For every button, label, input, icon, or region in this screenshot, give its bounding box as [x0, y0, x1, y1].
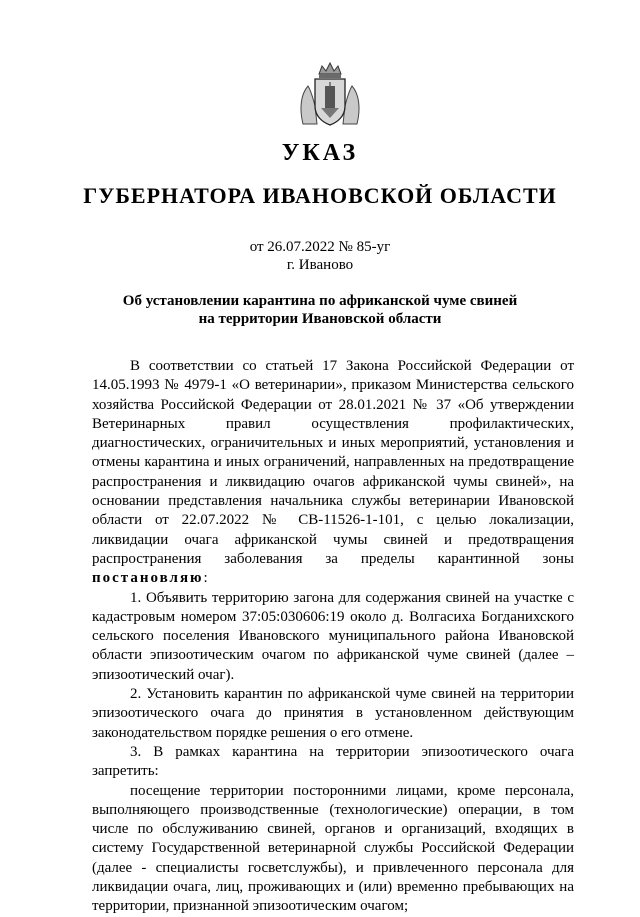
subject-line-2: на территории Ивановской области — [198, 311, 442, 327]
item-3: 3. В рамках карантина на территории эпизоотического очага запретить: — [92, 743, 574, 780]
city: г. Иваново — [286, 257, 354, 273]
intro-text: В соответствии со статьей 17 Закона Российской Федерации от 14.05.1993 № 4979-1 «О ветеринарии», приказом Министерства сельского хозяйства Российской Федерации от 28.01.2021 № 37 «Об утверждении Ветеринарных правил осуществления профилактических, диагностических, ограничительных и иных мероприятий, установления и отмены карантина и иных ограничений, направленных на предотвращение распространения и ликвидацию очагов африканской чумы свиней», на основании представления начальника службы ветеринарии Ивановской области от 22.07.2022 № СВ-11526-1-101, с целью локализации, ликвидации очага африканской чумы свиней и предотвращения распространения заболевания за пределы карантинной зоны — [92, 358, 574, 567]
item-3-subitem: посещение территории посторонними лицами, кроме персонала, выполняющего производственные (технологические) операции, в том числе по обслуживанию свиней, органов и организаций, входящих в систему Государственной ветеринарной службы Российской Федерации (далее - специалисты госветслужбы), и привлеченного персонала для ликвидации очага, лиц, проживающих и (или) временно пребывающих на территории, признанной эпизоотическим очагом; — [92, 782, 574, 915]
subject-line-1: Об установлении карантина по африканской чуме свиней — [122, 293, 518, 309]
date-and-place — [0, 238, 640, 274]
date-number: от 26.07.2022 № 85-уг — [249, 239, 391, 255]
decree-body — [92, 357, 574, 917]
item-2: 2. Установить карантин по африканской чуме свиней на территории эпизоотического очага до принятия в установленном действующим законодательством порядке решения о его отмене. — [92, 686, 574, 741]
decree-subject — [0, 292, 640, 328]
coat-of-arms-icon — [295, 60, 365, 128]
decree-word: постановляю — [92, 570, 204, 587]
document-title: УКАЗ — [281, 140, 359, 166]
intro-paragraph — [92, 357, 574, 589]
item-1: 1. Объявить территорию загона для содержания свиней на участке с кадастровым номером 37:05:030606:19 около д. Волгасиха Богданихского сельского поселения Ивановского муниципального района Ивановской области эпизоотическим очагом по африканской чуме свиней (далее – эпизоотический очаг). — [92, 589, 574, 683]
document-issuer: ГУБЕРНАТОРА ИВАНОВСКОЙ ОБЛАСТИ — [83, 183, 557, 208]
decree-colon: : — [203, 570, 208, 587]
